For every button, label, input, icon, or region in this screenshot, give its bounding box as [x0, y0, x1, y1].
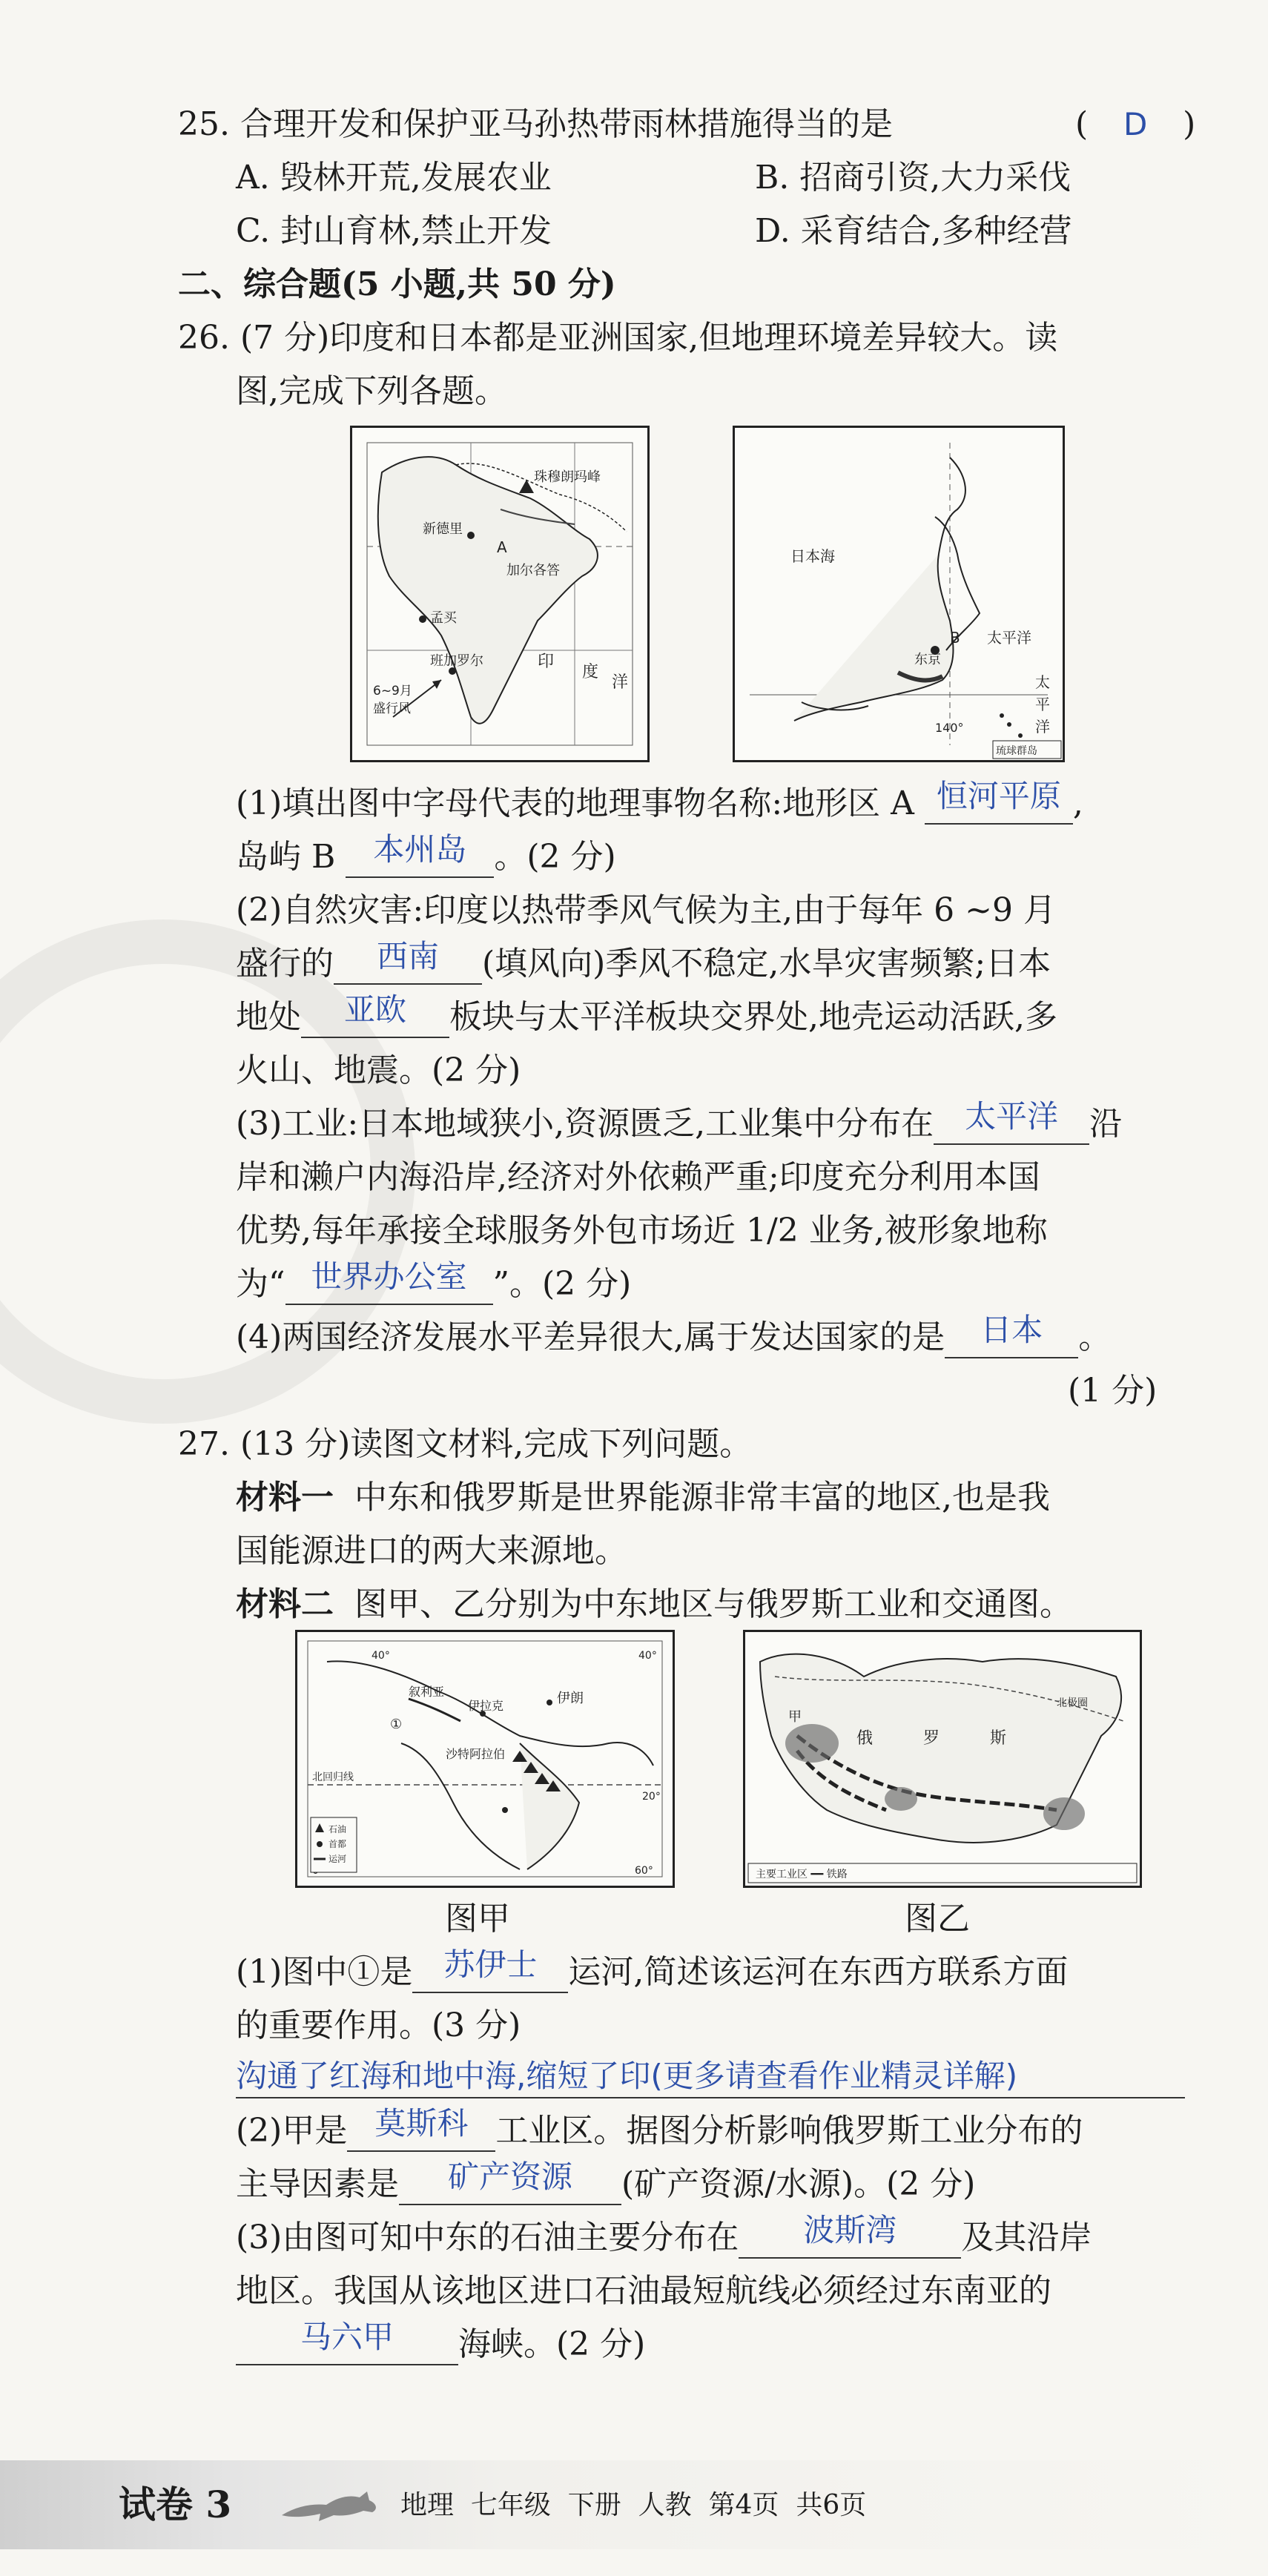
label-20: 20°	[642, 1791, 661, 1803]
label-40-top: 40°	[372, 1650, 390, 1662]
q26-p3-blank-office: 世界办公室	[285, 1265, 493, 1305]
q27-p1-answer-line	[236, 2055, 1185, 2098]
q26-p1-line1: (1)填出图中字母代表的地理事物名称:地形区 A 恒河平原 ,	[236, 783, 1083, 825]
section-title: 二、综合题(5 小题,共 50 分)	[178, 265, 616, 303]
q26-p3-blank-coast: 太平洋	[934, 1105, 1089, 1145]
label-40-right: 40°	[638, 1650, 657, 1662]
label-yin: 印	[538, 653, 555, 671]
label-ryukyu: 琉球群岛	[996, 745, 1037, 757]
label-bangalore: 班加罗尔	[430, 653, 483, 669]
q26-p3-line2: 岸和濑户内海沿岸,经济对外依赖严重;印度充分利用本国	[236, 1158, 1040, 1196]
q26-stem-1: 26. (7 分)印度和日本都是亚洲国家,但地理环境差异较大。读	[178, 319, 1058, 357]
india-map-svg	[352, 428, 647, 760]
q25-answer-paren: ( D )	[1075, 104, 1195, 145]
q27-p2-line1: (2)甲是 莫斯科 工业区。据图分析影响俄罗斯工业分布的	[236, 2110, 1083, 2152]
q26-p4-blank: 日本	[945, 1318, 1078, 1358]
label-ping: 平	[1035, 696, 1050, 713]
label-yang: 洋	[612, 673, 629, 692]
label-si: 斯	[990, 1729, 1007, 1748]
label-new-delhi: 新德里	[423, 521, 463, 537]
q25-option-b: B. 招商引资,大力采伐	[755, 159, 1071, 196]
label-a: A	[497, 538, 507, 556]
q27-material-2: 材料二 图甲、乙分别为中东地区与俄罗斯工业和交通图。	[236, 1585, 1072, 1623]
q26-p2-line3: 地处 亚欧 板块与太平洋板块交界处,地壳运动活跃,多	[236, 997, 1057, 1038]
q27-p2-blank-region: 莫斯科	[347, 2112, 495, 2152]
middle-east-map	[295, 1630, 675, 1888]
q26-p4-score: (1 分)	[1068, 1372, 1158, 1410]
label-e: 俄	[856, 1729, 874, 1748]
label-monsoon-1: 6~9月	[373, 684, 412, 699]
label-iraq: 伊拉克	[468, 1699, 504, 1713]
label-tai: 太	[1035, 673, 1050, 691]
label-mumbai: 孟买	[430, 610, 457, 626]
japan-map	[733, 426, 1065, 762]
q27-p1-blank-canal: 苏伊士	[412, 1953, 568, 1993]
q26-p1-blank-b: 本州岛	[346, 838, 494, 878]
q26-stem-2: 图,完成下列各题。	[236, 372, 507, 410]
label-yang2: 洋	[1035, 718, 1050, 736]
caption-map-jia: 图甲	[445, 1900, 510, 1938]
label-everest: 珠穆朗玛峰	[534, 469, 601, 485]
q26-p2-line1: (2)自然灾害:印度以热带季风气候为主,由于每年 6 ~9 月	[236, 891, 1056, 929]
footer-exam-number: 试卷 3	[119, 2483, 232, 2526]
label-saudi: 沙特阿拉伯	[446, 1747, 506, 1761]
india-map	[350, 426, 650, 762]
middle-east-map-svg	[297, 1632, 673, 1886]
q27-p3-line2: 地区。我国从该地区进口石油最短航线必须经过东南亚的	[236, 2272, 1051, 2310]
q25-option-c: C. 封山育林,禁止开发	[236, 212, 552, 250]
q26-p2-blank-wind: 西南	[334, 945, 482, 985]
q27-p3-blank-strait: 马六甲	[236, 2325, 458, 2365]
label-60: 60°	[635, 1865, 653, 1877]
q27-p1-line2: 的重要作用。(3 分)	[236, 2007, 521, 2044]
label-du: 度	[582, 663, 599, 681]
label-syria: 叙利亚	[409, 1685, 445, 1699]
russia-map	[743, 1630, 1142, 1888]
q26-p1-line2: 岛屿 B 本州岛 。(2 分)	[236, 836, 616, 878]
q27-p3-line1: (3)由图可知中东的石油主要分布在 波斯湾 及其沿岸	[236, 2217, 1092, 2259]
q27-p2-line2: 主导因素是 矿产资源 (矿产资源/水源)。(2 分)	[236, 2164, 975, 2205]
label-iran: 伊朗	[557, 1691, 584, 1706]
footer-info: 地理 七年级 下册 人教 第4页 共6页	[400, 2490, 867, 2520]
japan-map-svg	[735, 428, 1063, 760]
q26-p3-line3: 优势,每年承接全球服务外包市场近 1/2 业务,被形象地称	[236, 1212, 1048, 1249]
legend-russia: 主要工业区 ━━ 铁路	[756, 1869, 848, 1880]
label-kolkata: 加尔各答	[506, 563, 560, 578]
label-pacific: 太平洋	[987, 629, 1031, 647]
q27-p1-answer: 沟通了红海和地中海,缩短了印(更多请查看作业精灵详解)	[236, 2058, 1018, 2094]
q26-p2-blank-plate: 亚欧	[301, 998, 449, 1038]
q26-p2-line2: 盛行的 西南 (填风向)季风不稳定,水旱灾害频繁;日本	[236, 943, 1051, 985]
label-tokyo: 东京	[914, 652, 941, 667]
russia-map-svg	[745, 1632, 1140, 1886]
label-140: 140°	[935, 721, 964, 735]
label-jia: 甲	[788, 1709, 802, 1725]
q25-option-a: A. 毁林开荒,发展农业	[236, 159, 552, 196]
q27-p2-blank-factor: 矿产资源	[399, 2165, 621, 2205]
label-luo: 罗	[923, 1729, 940, 1748]
legend-oil: 石油	[328, 1824, 347, 1834]
horse-icon	[274, 2484, 386, 2526]
q25-option-d: D. 采育结合,多种经营	[755, 212, 1072, 250]
q26-p2-line4: 火山、地震。(2 分)	[236, 1051, 521, 1089]
q27-material-1-line2: 国能源进口的两大来源地。	[236, 1532, 627, 1570]
q27-p3-line3: 马六甲 海峡。(2 分)	[236, 2324, 645, 2365]
q25-answer: D	[1123, 106, 1148, 142]
q27-stem: 27. (13 分)读图文材料,完成下列问题。	[178, 1425, 753, 1463]
label-sea-of-japan: 日本海	[790, 547, 835, 565]
q26-p3-line4: 为“ 世界办公室 ”。(2 分)	[236, 1264, 631, 1305]
q25-stem: 25. 合理开发和保护亚马孙热带雨林措施得当的是	[178, 105, 893, 143]
legend-capital: 首都	[328, 1839, 347, 1849]
q26-p4-line1: (4)两国经济发展水平差异很大,属于发达国家的是 日本 。	[236, 1317, 1111, 1358]
label-monsoon-2: 盛行风	[373, 701, 411, 716]
label-b: B	[950, 629, 960, 647]
q26-p1-blank-a: 恒河平原	[925, 785, 1073, 825]
label-circle-1: ①	[390, 1717, 403, 1732]
label-arctic-circle: 北极圈	[1057, 1697, 1088, 1709]
label-tropic: 北回归线	[312, 1771, 354, 1783]
q27-p3-blank-gulf: 波斯湾	[739, 2219, 961, 2259]
q27-material-1-line1: 材料一 中东和俄罗斯是世界能源非常丰富的地区,也是我	[236, 1479, 1050, 1516]
q27-p1-line1: (1)图中①是 苏伊士 运河,简述该运河在东西方联系方面	[236, 1952, 1068, 1993]
legend-canal: 运河	[328, 1854, 347, 1864]
caption-map-yi: 图乙	[905, 1900, 970, 1938]
q26-p3-line1: (3)工业:日本地域狭小,资源匮乏,工业集中分布在 太平洋 沿	[236, 1103, 1122, 1145]
